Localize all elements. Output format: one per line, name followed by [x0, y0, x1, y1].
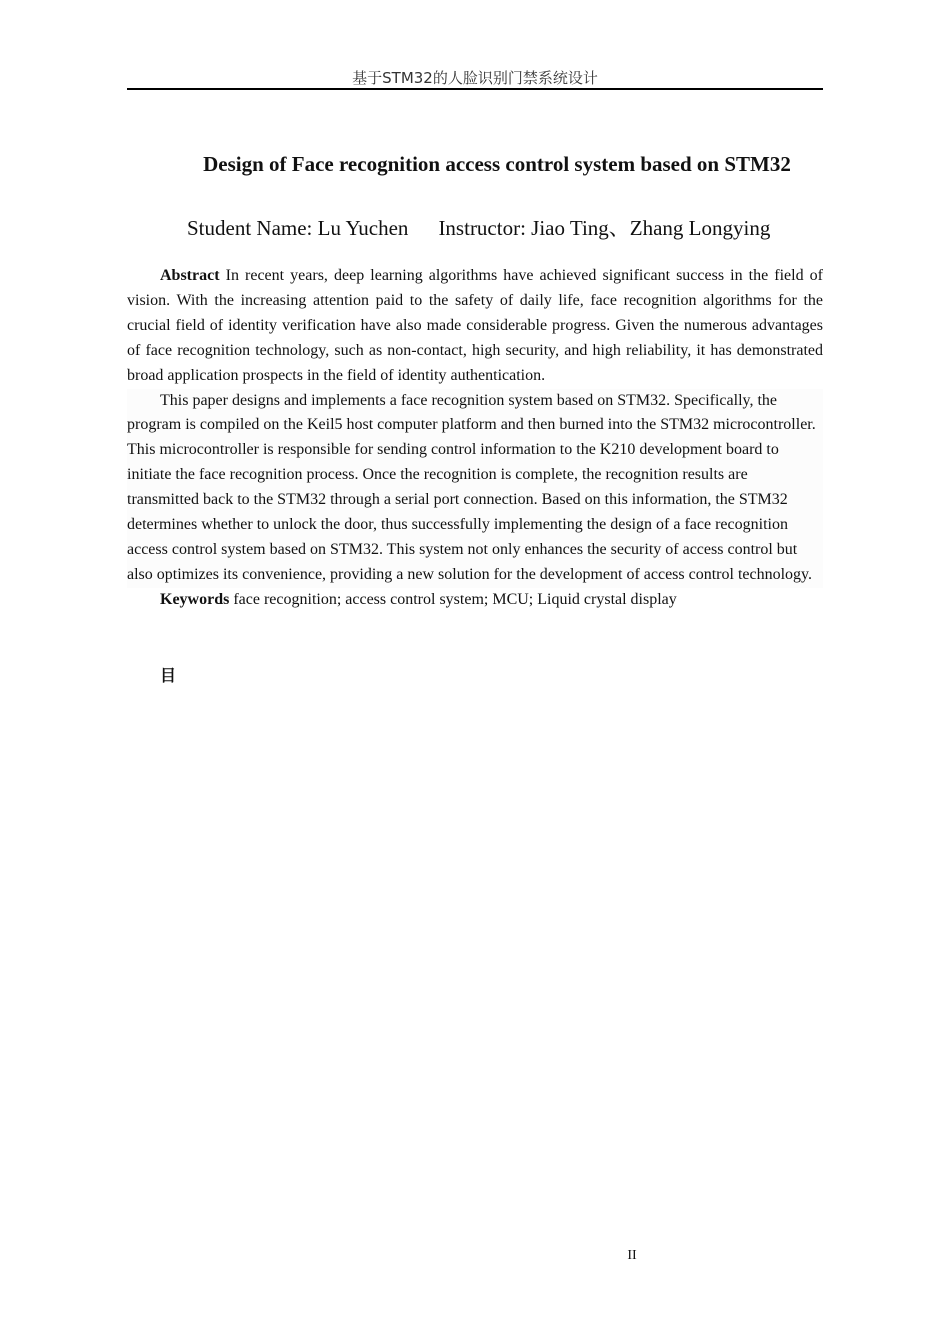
abstract-label: Abstract — [160, 267, 220, 284]
keywords-paragraph — [127, 588, 823, 613]
abstract-text: In recent years, deep learning algorithms have achieved significant success in the field of vision. With the increasing attention paid to the safety of daily life, face recognition algorithms for the crucial field of identity verification have also made considerable progress. Given the numerous advantages of face recognition technology, such as non-contact, high security, and high reliability, it has demonstrated broad application prospects in the field of identity authentication. — [127, 267, 823, 384]
paper-title: Design of Face recognition access control system based on STM32 — [203, 152, 791, 176]
byline — [187, 214, 847, 242]
toc-heading: 目 — [160, 666, 177, 685]
abstract-paragraph — [127, 264, 823, 389]
abstract-paragraph-2: This paper designs and implements a face recognition system based on STM32. Specifically, the program is compiled on the Keil5 host computer platform and then burned into the STM32 microcontroller. This microcontroller is responsible for sending control information to the K210 development board to initiate the face recognition process. Once the recognition is complete, the recognition results are transmitted back to the STM32 through a serial port connection. Based on this information, the STM32 determines whether to unlock the door, thus successfully implementing the design of a face recognition access control system based on STM32. This system not only enhances the security of access control but also optimizes its convenience, providing a new solution for the development of access control technology. — [127, 389, 823, 588]
instructor-names: Instructor: Jiao Ting、Zhang Longying — [438, 216, 771, 240]
page-number: II — [627, 1248, 637, 1263]
header-rule — [127, 88, 823, 90]
running-header: 基于STM32的人脸识别门禁系统设计 — [352, 69, 598, 87]
abstract-section — [127, 264, 823, 613]
keywords-text: face recognition; access control system; MCU; Liquid crystal display — [229, 590, 677, 608]
keywords-label: Keywords — [160, 590, 230, 608]
student-name: Student Name: Lu Yuchen — [187, 216, 409, 240]
